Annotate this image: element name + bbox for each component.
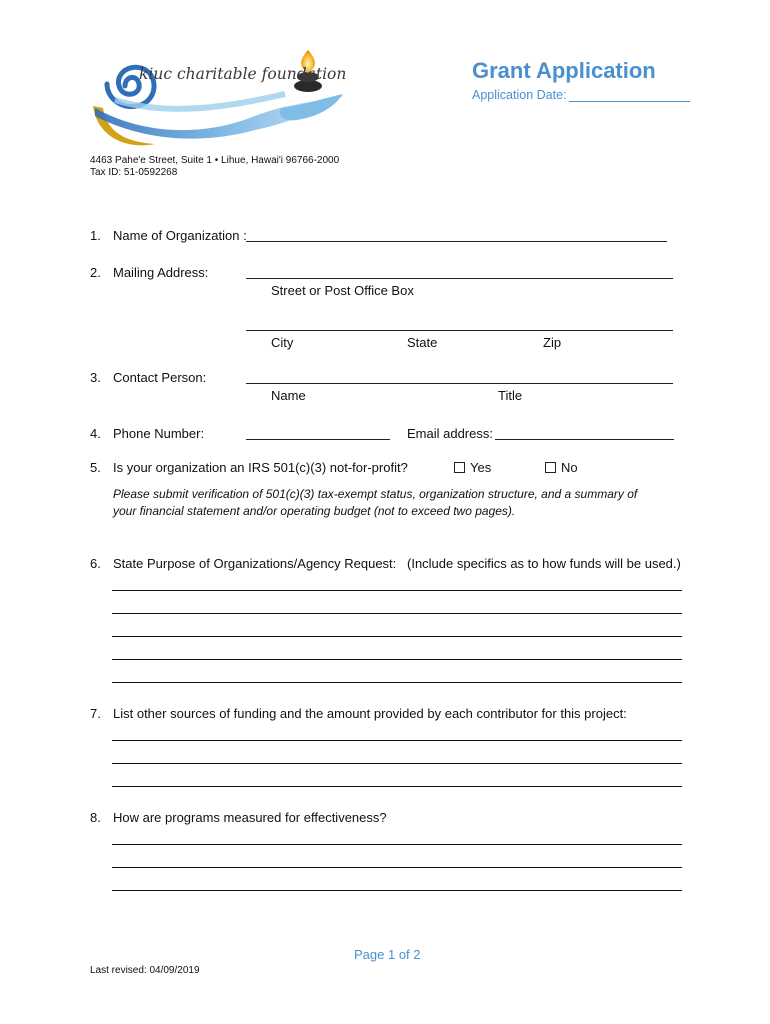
q6-hint: (Include specifics as to how funds will be used.) xyxy=(407,556,681,571)
yes-option[interactable] xyxy=(454,460,491,475)
purpose-line[interactable] xyxy=(112,659,682,660)
yes-checkbox[interactable] xyxy=(454,462,465,473)
q6-number: 6. xyxy=(90,556,101,571)
funding-line[interactable] xyxy=(112,740,682,741)
logo-graphic xyxy=(85,46,347,150)
purpose-line[interactable] xyxy=(112,613,682,614)
street-field[interactable] xyxy=(246,278,673,279)
state-caption: State xyxy=(407,335,438,350)
zip-caption: Zip xyxy=(543,335,562,350)
no-checkbox[interactable] xyxy=(545,462,556,473)
city-caption: City xyxy=(271,335,294,350)
effectiveness-line[interactable] xyxy=(112,844,682,845)
q5-label: Is your organization an IRS 501(c)(3) not-for-profit? xyxy=(113,460,408,475)
email-label: Email address: xyxy=(407,426,493,441)
email-field[interactable] xyxy=(495,439,674,440)
q4-label: Phone Number: xyxy=(113,426,205,441)
name-caption: Name xyxy=(271,388,306,403)
effectiveness-line[interactable] xyxy=(112,890,682,891)
last-revised: Last revised: 04/09/2019 xyxy=(90,965,200,976)
q4-number: 4. xyxy=(90,426,101,441)
tax-id: Tax ID: 51-0592268 xyxy=(90,167,178,178)
effectiveness-line[interactable] xyxy=(112,867,682,868)
q7-label: List other sources of funding and the amount provided by each contributor for this project: xyxy=(113,706,627,721)
street-caption: Street or Post Office Box xyxy=(271,283,414,298)
q7-number: 7. xyxy=(90,706,101,721)
org-name: kiuc charitable foundation xyxy=(139,65,347,83)
q3-label: Contact Person: xyxy=(113,370,207,385)
q2-number: 2. xyxy=(90,265,101,280)
city-state-zip-field[interactable] xyxy=(246,330,673,331)
no-option[interactable] xyxy=(545,460,578,475)
address-line: 4463 Pahe'e Street, Suite 1 • Lihue, Hawai'i 96766-2000 xyxy=(90,155,340,166)
purpose-line[interactable] xyxy=(112,590,682,591)
no-label: No xyxy=(561,460,578,475)
application-date-label: Application Date: xyxy=(472,88,567,102)
page-number: Page 1 of 2 xyxy=(354,947,421,962)
yes-label: Yes xyxy=(470,460,492,475)
contact-person-field[interactable] xyxy=(246,383,673,384)
verification-note-line2: your financial statement and/or operating budget (not to exceed two pages). xyxy=(113,504,516,518)
title-caption: Title xyxy=(498,388,523,403)
q2-label: Mailing Address: xyxy=(113,265,209,280)
funding-line[interactable] xyxy=(112,763,682,764)
application-date-field[interactable] xyxy=(569,101,690,102)
q8-label: How are programs measured for effectiveness? xyxy=(113,810,387,825)
phone-field[interactable] xyxy=(246,439,390,440)
verification-note-line1: Please submit verification of 501(c)(3) tax-exempt status, organization structure, and a summary of xyxy=(113,487,638,501)
funding-line[interactable] xyxy=(112,786,682,787)
q1-number: 1. xyxy=(90,228,101,243)
q3-number: 3. xyxy=(90,370,101,385)
q5-number: 5. xyxy=(90,460,101,475)
organization-name-field[interactable] xyxy=(246,241,667,242)
purpose-line[interactable] xyxy=(112,682,682,683)
foundation-logo xyxy=(85,46,347,150)
q8-number: 8. xyxy=(90,810,101,825)
purpose-line[interactable] xyxy=(112,636,682,637)
page-title: Grant Application xyxy=(472,58,656,83)
q1-label: Name of Organization : xyxy=(113,228,247,243)
q6-label: State Purpose of Organizations/Agency Request: xyxy=(113,556,397,571)
